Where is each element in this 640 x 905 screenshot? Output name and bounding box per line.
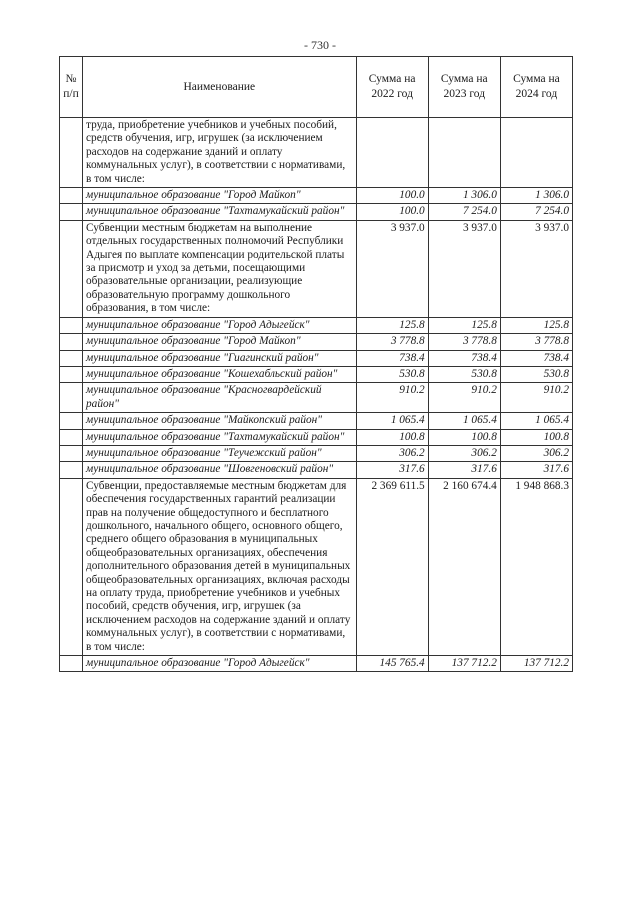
row-sum-2022-cell bbox=[356, 118, 428, 188]
row-sum-2023-cell: 7 254.0 bbox=[428, 204, 500, 220]
row-num-cell bbox=[60, 220, 83, 317]
row-sum-2022-cell: 125.8 bbox=[356, 317, 428, 333]
row-sum-2024-cell: 100.8 bbox=[500, 429, 572, 445]
row-num-cell bbox=[60, 429, 83, 445]
table-row bbox=[60, 478, 573, 655]
table-row bbox=[60, 220, 573, 317]
table-row bbox=[60, 429, 573, 445]
header-num: № п/п bbox=[60, 57, 83, 118]
row-sum-2022-cell: 738.4 bbox=[356, 350, 428, 366]
row-num-cell bbox=[60, 366, 83, 382]
page-number: - 730 - bbox=[304, 38, 336, 52]
row-sum-2023-cell: 3 937.0 bbox=[428, 220, 500, 317]
budget-table bbox=[59, 56, 573, 672]
row-sum-2023-cell bbox=[428, 118, 500, 188]
row-sum-2024-cell: 1 948 868.3 bbox=[500, 478, 572, 655]
header-sum-2022: Сумма на 2022 год bbox=[356, 57, 428, 118]
row-num-cell bbox=[60, 462, 83, 478]
row-name-cell: Субвенции, предоставляемые местным бюджетам для обеспечения государственных гарантий реализации прав на получение общедоступного и бесплатного дошкольного, начального общего, основного общего, среднего общего образования в муниципальных общеобразовательных организациях, обеспечения дополнительного образования детей в муниципальных общеобразовательных организациях, включая расходы на оплату труда, приобретение учебников и учебных пособий, средств обучения, игр, игрушек (за исключением расходов на содержание зданий и оплату коммунальных услуг), в соответствии с нормативами, в том числе: bbox=[83, 478, 357, 655]
row-name-cell: муниципальное образование "Тахтамукайский район" bbox=[83, 429, 357, 445]
row-sum-2023-cell: 530.8 bbox=[428, 366, 500, 382]
row-name-cell: муниципальное образование "Шовгеновский район" bbox=[83, 462, 357, 478]
row-sum-2022-cell: 3 778.8 bbox=[356, 334, 428, 350]
row-name-cell: труда, приобретение учебников и учебных пособий, средств обучения, игр, игрушек (за исключением расходов на содержание зданий и оплату коммунальных услуг), в соответствии с нормативами, в том числе: bbox=[83, 118, 357, 188]
row-sum-2023-cell: 1 065.4 bbox=[428, 413, 500, 429]
row-sum-2023-cell: 2 160 674.4 bbox=[428, 478, 500, 655]
table-row bbox=[60, 204, 573, 220]
row-sum-2022-cell: 1 065.4 bbox=[356, 413, 428, 429]
row-sum-2022-cell: 530.8 bbox=[356, 366, 428, 382]
row-name-cell: муниципальное образование "Город Майкоп" bbox=[83, 188, 357, 204]
table-row bbox=[60, 188, 573, 204]
row-sum-2022-cell: 910.2 bbox=[356, 383, 428, 413]
row-sum-2024-cell: 125.8 bbox=[500, 317, 572, 333]
row-sum-2024-cell: 738.4 bbox=[500, 350, 572, 366]
row-name-cell: муниципальное образование "Город Адыгейск" bbox=[83, 656, 357, 672]
row-name-cell: муниципальное образование "Теучежский район" bbox=[83, 445, 357, 461]
row-name-cell: муниципальное образование "Кошехабльский район" bbox=[83, 366, 357, 382]
row-name-cell: муниципальное образование "Гиагинский район" bbox=[83, 350, 357, 366]
row-num-cell bbox=[60, 445, 83, 461]
table-row bbox=[60, 445, 573, 461]
row-num-cell bbox=[60, 118, 83, 188]
row-sum-2024-cell: 3 778.8 bbox=[500, 334, 572, 350]
row-sum-2022-cell: 2 369 611.5 bbox=[356, 478, 428, 655]
row-num-cell bbox=[60, 317, 83, 333]
row-sum-2023-cell: 3 778.8 bbox=[428, 334, 500, 350]
table-row bbox=[60, 366, 573, 382]
row-sum-2022-cell: 145 765.4 bbox=[356, 656, 428, 672]
row-sum-2023-cell: 137 712.2 bbox=[428, 656, 500, 672]
row-sum-2024-cell: 1 306.0 bbox=[500, 188, 572, 204]
row-num-cell bbox=[60, 334, 83, 350]
row-num-cell bbox=[60, 204, 83, 220]
row-sum-2024-cell: 3 937.0 bbox=[500, 220, 572, 317]
row-sum-2022-cell: 317.6 bbox=[356, 462, 428, 478]
header-sum-2023: Сумма на 2023 год bbox=[428, 57, 500, 118]
row-sum-2022-cell: 3 937.0 bbox=[356, 220, 428, 317]
row-sum-2024-cell: 306.2 bbox=[500, 445, 572, 461]
row-sum-2024-cell: 530.8 bbox=[500, 366, 572, 382]
row-sum-2024-cell: 910.2 bbox=[500, 383, 572, 413]
row-sum-2023-cell: 1 306.0 bbox=[428, 188, 500, 204]
row-num-cell bbox=[60, 350, 83, 366]
table-row bbox=[60, 350, 573, 366]
table-row bbox=[60, 334, 573, 350]
row-sum-2023-cell: 306.2 bbox=[428, 445, 500, 461]
row-sum-2023-cell: 738.4 bbox=[428, 350, 500, 366]
row-num-cell bbox=[60, 656, 83, 672]
row-num-cell bbox=[60, 188, 83, 204]
row-sum-2022-cell: 100.0 bbox=[356, 188, 428, 204]
row-name-cell: муниципальное образование "Город Майкоп" bbox=[83, 334, 357, 350]
row-num-cell bbox=[60, 383, 83, 413]
row-sum-2024-cell: 7 254.0 bbox=[500, 204, 572, 220]
row-sum-2022-cell: 100.8 bbox=[356, 429, 428, 445]
row-name-cell: Субвенции местным бюджетам на выполнение отдельных государственных полномочий Республики Адыгея по выплате компенсации родительской платы за присмотр и уход за детьми, посещающими образовательные организации, реализующие образовательную программу дошкольного образования, в том числе: bbox=[83, 220, 357, 317]
row-name-cell: муниципальное образование "Тахтамукайский район" bbox=[83, 204, 357, 220]
row-sum-2024-cell: 317.6 bbox=[500, 462, 572, 478]
row-name-cell: муниципальное образование "Красногвардейский район" bbox=[83, 383, 357, 413]
table-row bbox=[60, 462, 573, 478]
row-name-cell: муниципальное образование "Майкопский район" bbox=[83, 413, 357, 429]
table-row bbox=[60, 317, 573, 333]
row-sum-2023-cell: 100.8 bbox=[428, 429, 500, 445]
row-num-cell bbox=[60, 413, 83, 429]
header-name: Наименование bbox=[83, 57, 357, 118]
row-sum-2022-cell: 100.0 bbox=[356, 204, 428, 220]
row-sum-2022-cell: 306.2 bbox=[356, 445, 428, 461]
table-header-row bbox=[60, 57, 573, 118]
row-sum-2023-cell: 125.8 bbox=[428, 317, 500, 333]
row-name-cell: муниципальное образование "Город Адыгейск" bbox=[83, 317, 357, 333]
row-sum-2024-cell: 137 712.2 bbox=[500, 656, 572, 672]
header-sum-2024: Сумма на 2024 год bbox=[500, 57, 572, 118]
row-sum-2024-cell: 1 065.4 bbox=[500, 413, 572, 429]
row-sum-2023-cell: 317.6 bbox=[428, 462, 500, 478]
table-row bbox=[60, 118, 573, 188]
table-row bbox=[60, 413, 573, 429]
row-num-cell bbox=[60, 478, 83, 655]
row-sum-2023-cell: 910.2 bbox=[428, 383, 500, 413]
table-body bbox=[60, 118, 573, 672]
table-row bbox=[60, 383, 573, 413]
row-sum-2024-cell bbox=[500, 118, 572, 188]
table-row bbox=[60, 656, 573, 672]
